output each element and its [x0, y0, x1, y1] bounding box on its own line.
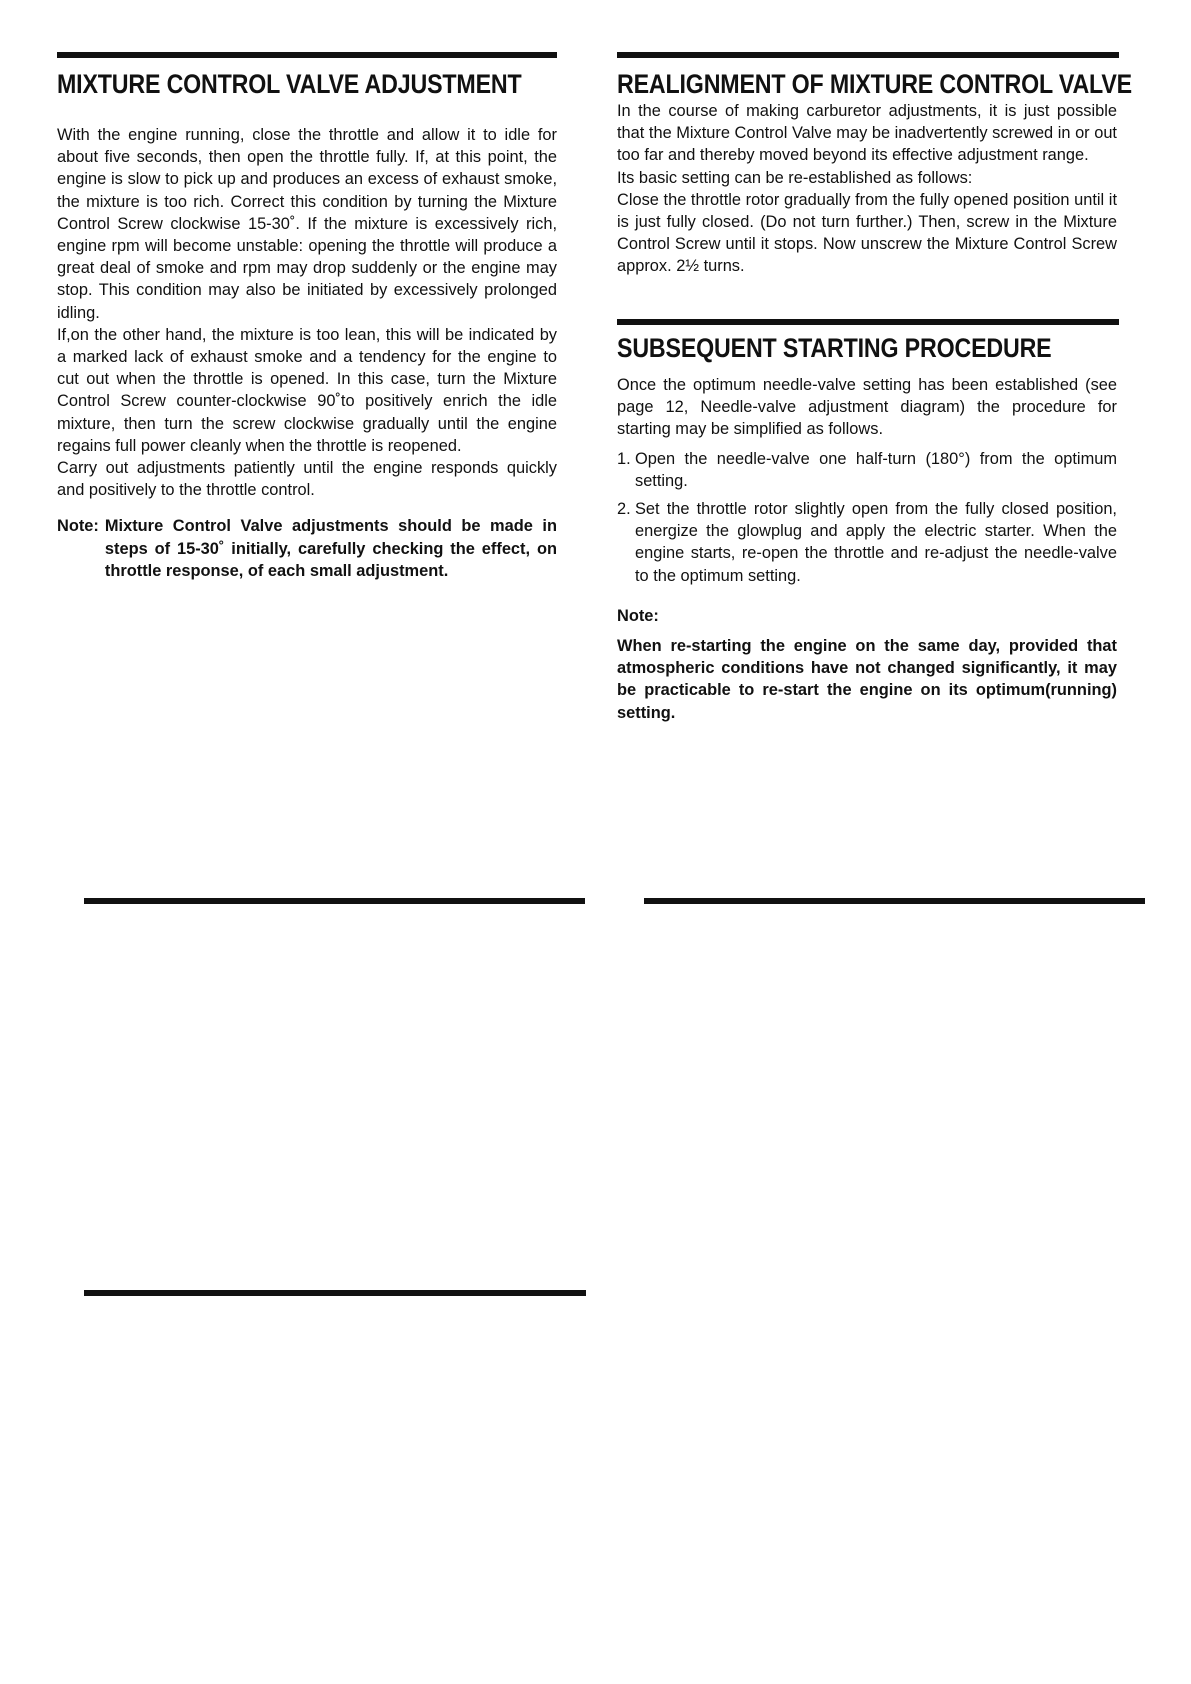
- realignment-section: [617, 68, 1132, 278]
- realignment-heading: REALIGNMENT OF MIXTURE CONTROL VALVE: [617, 69, 1132, 99]
- rule-top-left: [57, 52, 557, 58]
- starting-procedure-heading: SUBSEQUENT STARTING PROCEDURE: [617, 333, 1052, 363]
- mixture-note: [57, 515, 557, 582]
- rule-lower-right: [644, 898, 1145, 904]
- starting-procedure-section: [617, 332, 1117, 724]
- mixture-paragraph-3: Carry out adjustments patiently until the engine responds quickly and positively to the throttle control.: [57, 459, 557, 500]
- step-text: Set the throttle rotor slightly open from the fully closed position, energize the glowplug and apply the electric starter. When the engine starts, re-open the throttle and re-adjust the needle-valve to the optimum setting.: [635, 500, 1117, 585]
- mixture-paragraph-1: With the engine running, close the throttle and allow it to idle for about five seconds, then open the throttle fully. If, at this point, the engine is slow to pick up and produces an excess of exhaust smoke, the mixture is too rich. Correct this condition by turning the Mixture Control Screw clockwise 15-30˚. If the mixture is excessively rich, engine rpm will become unstable: opening the throttle will produce a great deal of smoke and rpm may drop suddenly or the engine may stop. This condition may also be initiated by excessively prolonged idling.: [57, 126, 557, 322]
- starting-intro: Once the optimum needle-valve setting has been established (see page 12, Needle-valve adjustment diagram) the procedure for starting may be simplified as follows.: [617, 376, 1117, 439]
- realignment-paragraph-1: In the course of making carburetor adjustments, it is just possible that the Mixture Control Valve may be inadvertently screwed in or out too far and thereby moved beyond its effective adjustment range.: [617, 102, 1117, 165]
- rule-mid-right: [617, 319, 1119, 325]
- mixture-note-text: Mixture Control Valve adjustments should be made in steps of 15-30˚ initially, carefully checking the effect, on throttle response, of each small adjustment.: [104, 517, 557, 580]
- rule-bottom-left: [84, 1290, 586, 1296]
- starting-note-text: When re-starting the engine on the same day, provided that atmospheric conditions have not changed significantly, it may be practicable to re-start the engine on its optimum(running) setting.: [617, 637, 1117, 722]
- mixture-adjustment-heading: MIXTURE CONTROL VALVE ADJUSTMENT: [57, 69, 522, 99]
- mixture-note-label: Note:: [57, 517, 99, 536]
- step-number: 1.: [617, 449, 631, 468]
- starting-step: [617, 498, 1117, 587]
- starting-note-label: Note:: [617, 606, 659, 625]
- mixture-paragraph-2: If,on the other hand, the mixture is too lean, this will be indicated by a marked lack of exhaust smoke and a tendency for the engine to cut out when the throttle is opened. In this case, turn the Mixture Control Screw counter-clockwise 90˚to positively enrich the idle mixture, then turn the screw clockwise gradually until the engine regains full power cleanly when the throttle is reopened.: [57, 325, 557, 455]
- step-number: 2.: [617, 500, 631, 519]
- rule-top-right: [617, 52, 1119, 58]
- realignment-paragraph-3: Close the throttle rotor gradually from the fully opened position until it is just fully closed. (Do not turn further.) Then, screw in the Mixture Control Screw until it stops. Now unscrew the Mixture Control Screw approx. 2½ turns.: [617, 190, 1117, 276]
- starting-step: [617, 448, 1117, 492]
- starting-steps: [617, 448, 1117, 587]
- mixture-adjustment-section: [57, 68, 557, 582]
- step-text: Open the needle-valve one half-turn (180°) from the optimum setting.: [635, 449, 1117, 490]
- realignment-paragraph-2: Its basic setting can be re-established as follows:: [617, 168, 973, 187]
- rule-lower-left: [84, 898, 585, 904]
